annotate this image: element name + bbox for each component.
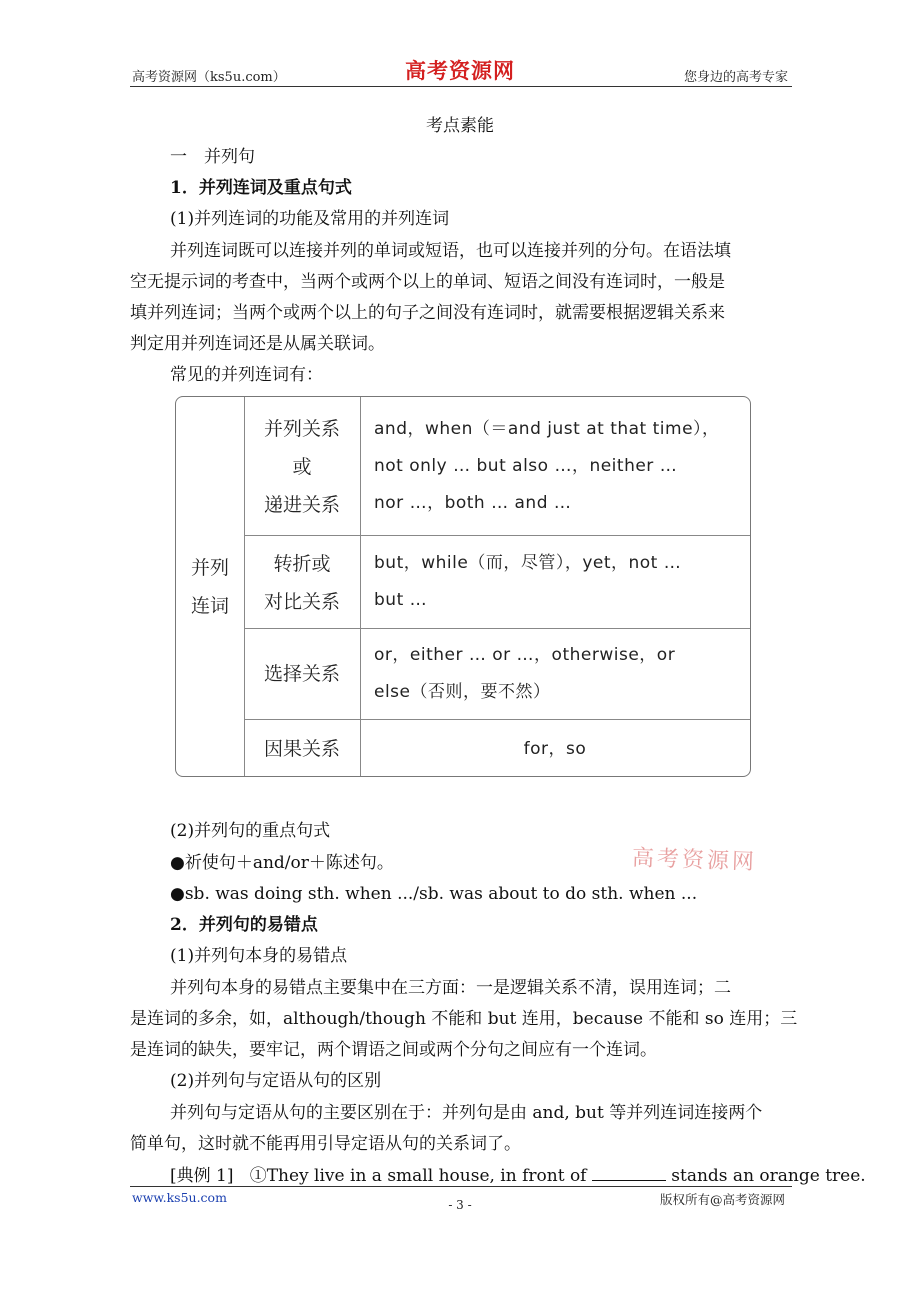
paragraph-line: 空无提示词的考查中，当两个或两个以上的单词、短语之间没有连词时，一般是 xyxy=(130,272,725,292)
header-site-name: 高考资源网（ks5u.com） xyxy=(132,70,286,85)
subsection-heading: 1．并列连词及重点句式 xyxy=(170,178,352,198)
paragraph-line: 判定用并列连词还是从属关联词。 xyxy=(130,334,385,354)
table-divider xyxy=(244,535,750,536)
table-category: 并列关系 或 递进关系 xyxy=(263,418,340,516)
subsection-item: (2)并列句与定语从句的区别 xyxy=(170,1071,382,1091)
paragraph-line: 并列连词既可以连接并列的单词或短语，也可以连接并列的分句。在语法填 xyxy=(170,241,731,261)
subsection-item: (2)并列句的重点句式 xyxy=(170,821,331,841)
paragraph-line: 并列句本身的易错点主要集中在三方面：一是逻辑关系不清，误用连词；二 xyxy=(170,978,731,998)
paragraph-line: 简单句，这时就不能再用引导定语从句的关系词了。 xyxy=(130,1134,521,1154)
example-line xyxy=(170,1164,866,1187)
footer-copyright: 版权所有@高考资源网 xyxy=(659,1192,785,1207)
table-divider xyxy=(244,719,750,720)
bullet-item: ●祈使句＋and/or＋陈述句。 xyxy=(170,853,394,873)
subsection-heading: 2．并列句的易错点 xyxy=(170,915,318,935)
example-text-after: stands an orange tree. xyxy=(671,1166,866,1186)
example-text-before: ①They live in a small house, in front of xyxy=(249,1166,587,1186)
answer-blank[interactable] xyxy=(592,1164,666,1181)
paragraph-line: 并列句与定语从句的主要区别在于：并列句是由 and, but 等并列连词连接两个 xyxy=(170,1103,763,1123)
conjunction-table xyxy=(175,396,751,777)
subsection-item: (1)并列连词的功能及常用的并列连词 xyxy=(170,209,450,229)
watermark: 高考资源网 xyxy=(631,845,758,876)
paragraph-line: 是连词的缺失，要牢记，两个谓语之间或两个分句之间应有一个连词。 xyxy=(130,1040,657,1060)
table-divider xyxy=(244,628,750,629)
example-label: [典例 1] xyxy=(170,1166,234,1186)
subsection-item: (1)并列句本身的易错点 xyxy=(170,946,348,966)
header-slogan: 您身边的高考专家 xyxy=(683,70,788,85)
table-category: 因果关系 xyxy=(263,738,340,760)
page-number: - 3 - xyxy=(448,1198,472,1212)
header-logo: 高考资源网 xyxy=(405,58,515,83)
table-left-header: 并列 连词 xyxy=(190,557,229,617)
table-content: but，while（而，尽管），yet，not … but … xyxy=(374,553,682,610)
section-heading: 一 并列句 xyxy=(170,147,255,167)
footer-divider xyxy=(130,1186,792,1187)
table-category: 选择关系 xyxy=(263,663,340,685)
footer-link[interactable]: www.ks5u.com xyxy=(132,1190,227,1205)
table-category: 转折或 对比关系 xyxy=(263,553,340,613)
table-content: or，either … or …，otherwise，or else（否则，要不然） xyxy=(374,645,676,702)
table-intro: 常见的并列连词有： xyxy=(170,365,323,385)
paragraph-line: 填并列连词；当两个或两个以上的句子之间没有连词时，就需要根据逻辑关系来 xyxy=(130,303,725,323)
header-divider xyxy=(130,86,792,87)
table-content: for，so xyxy=(523,739,587,759)
bullet-item: ●sb. was doing sth. when .../sb. was about to do sth. when ... xyxy=(170,884,698,904)
paragraph-line: 是连词的多余，如，although/though 不能和 but 连用，because 不能和 so 连用；三 xyxy=(130,1009,798,1029)
table-content: and，when（＝and just at that time）， not only … but also …，neither … nor …，both … and … xyxy=(374,419,720,513)
page-title: 考点素能 xyxy=(426,116,494,136)
